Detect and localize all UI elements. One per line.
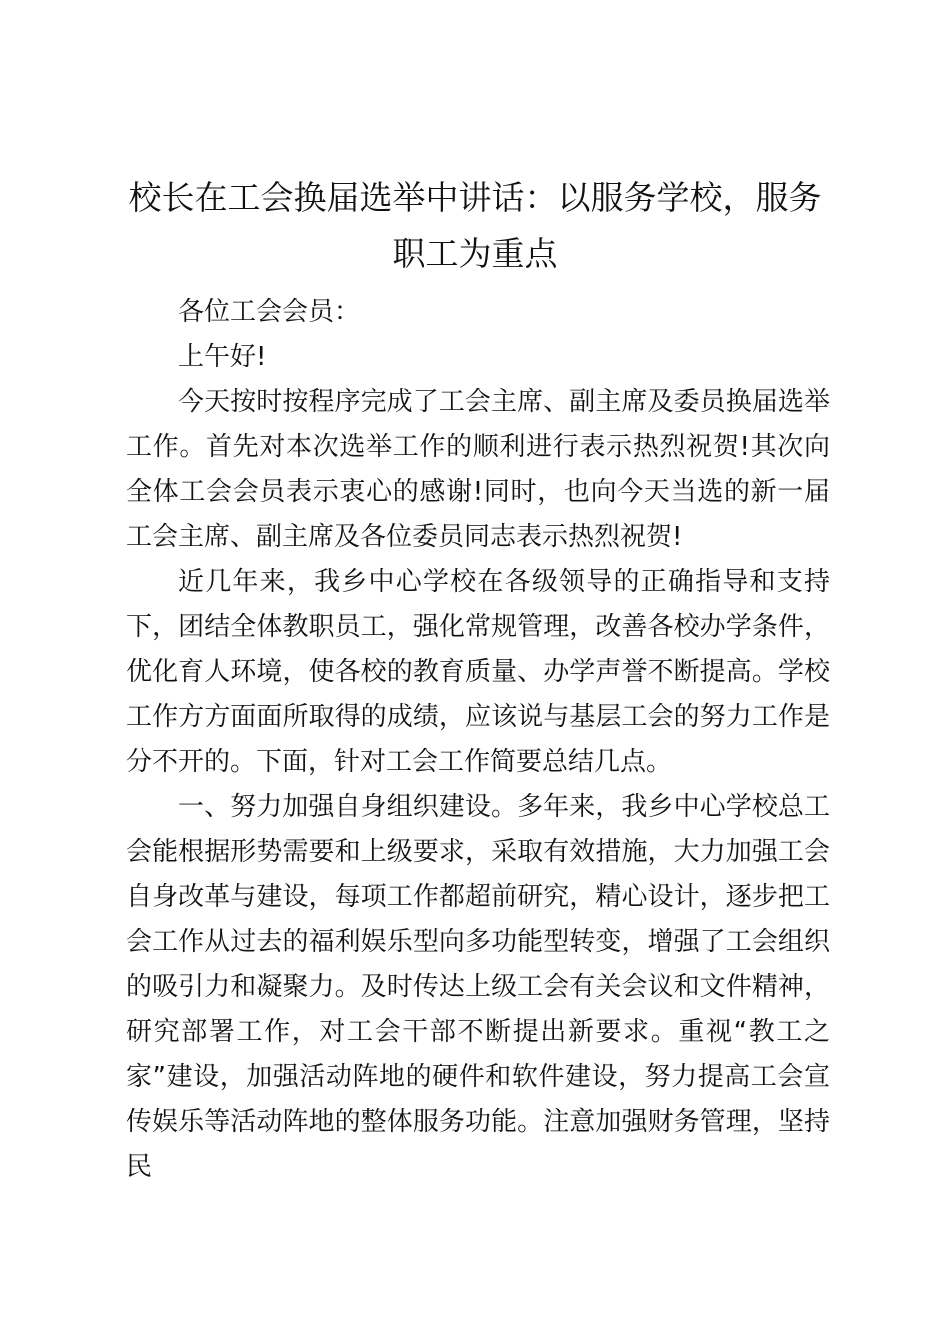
document-title: 校长在工会换届选举中讲话：以服务学校，服务职工为重点 [128,178,822,273]
body-paragraph: 近几年来，我乡中心学校在各级领导的正确指导和支持下，团结全体教职员工，强化常规管理，改善各校办学条件，优化育人环境，使各校的教育质量、办学声誉不断提高。学校工作方方面面所取得的成绩，应该说与基层工会的努力工作是分不开的。下面，针对工会工作简要总结几点。 [126,567,830,777]
greeting: 上午好! [178,342,267,372]
body-paragraph: 一、努力加强自身组织建设。多年来，我乡中心学校总工会能根据形势需要和上级要求，采取有效措施，大力加强工会自身改革与建设，每项工作都超前研究，精心设计，逐步把工会工作从过去的福利娱乐型向多功能型转变，增强了工会组织的吸引力和凝聚力。及时传达上级工会有关会议和文件精神，研究部署工作，对工会干部不断提出新要求。重视“教工之家”建设，加强活动阵地的硬件和软件建设，努力提高工会宣传娱乐等活动阵地的整体服务功能。注意加强财务管理，坚持民 [126,792,830,1182]
salutation: 各位工会会员： [178,297,361,327]
document-body [126,290,830,1190]
body-paragraph: 今天按时按程序完成了工会主席、副主席及委员换届选举工作。首先对本次选举工作的顺利进行表示热烈祝贺!其次向全体工会会员表示衷心的感谢!同时，也向今天当选的新一届工会主席、副主席及各位委员同志表示热烈祝贺! [126,387,830,552]
